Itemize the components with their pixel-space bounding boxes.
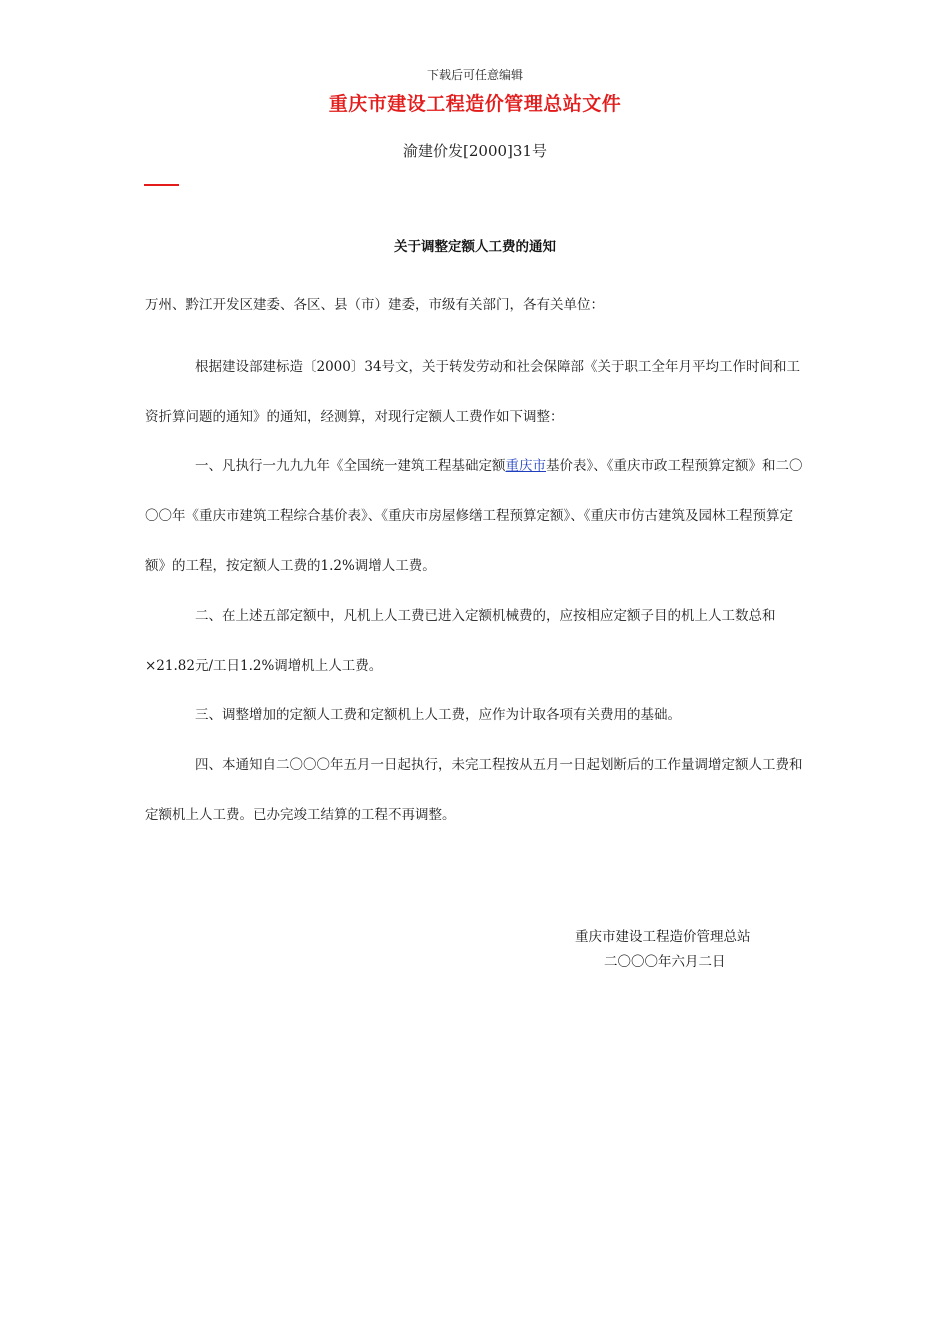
paragraph-intro: 根据建设部建标造〔2000〕34号文，关于转发劳动和社会保障部《关于职工全年月平均工作时间和工资折算问题的通知》的通知，经测算，对现行定额人工费作如下调整： xyxy=(145,359,801,425)
signature-org: 重庆市建设工程造价管理总站 xyxy=(575,929,751,945)
item-1-text-end: 基价表》、《重庆市政工程预算定额》和二〇〇〇年《重庆市建筑工程综合基价表》、《重庆市房屋修缮工程预算定额》、《重庆市仿古建筑及园林工程预算定额》的工程，按定额人工费的1.2%调增人工费。 xyxy=(145,458,803,574)
paragraph-item-1 xyxy=(145,441,807,591)
red-divider xyxy=(144,184,179,186)
document-number: 渝建价发[2000]31号 xyxy=(403,142,547,160)
paragraph-item-4: 四、本通知自二〇〇〇年五月一日起执行，未完工程按从五月一日起划断后的工作量调增定额人工费和定额机上人工费。已办完竣工结算的工程不再调整。 xyxy=(145,757,803,823)
download-note: 下载后可任意编辑 xyxy=(426,68,523,82)
issuing-org-title: 重庆市建设工程造价管理总站文件 xyxy=(328,93,622,115)
paragraph-item-3: 三、调整增加的定额人工费和定额机上人工费，应作为计取各项有关费用的基础。 xyxy=(195,707,681,723)
addressee-line: 万州、黔江开发区建委、各区、县（市）建委，市级有关部门，各有关单位： xyxy=(145,297,604,313)
signature-date: 二〇〇〇年六月二日 xyxy=(604,954,726,970)
notice-title: 关于调整定额人工费的通知 xyxy=(394,239,556,255)
item-1-text-start: 一、凡执行一九九九年《全国统一建筑工程基础定额 xyxy=(195,458,506,474)
chongqing-link[interactable]: 重庆市 xyxy=(505,458,546,474)
paragraph-item-2: 二、在上述五部定额中，凡机上人工费已进入定额机械费的，应按相应定额子目的机上人工数总和×21.82元/工日1.2%调增机上人工费。 xyxy=(145,608,776,674)
